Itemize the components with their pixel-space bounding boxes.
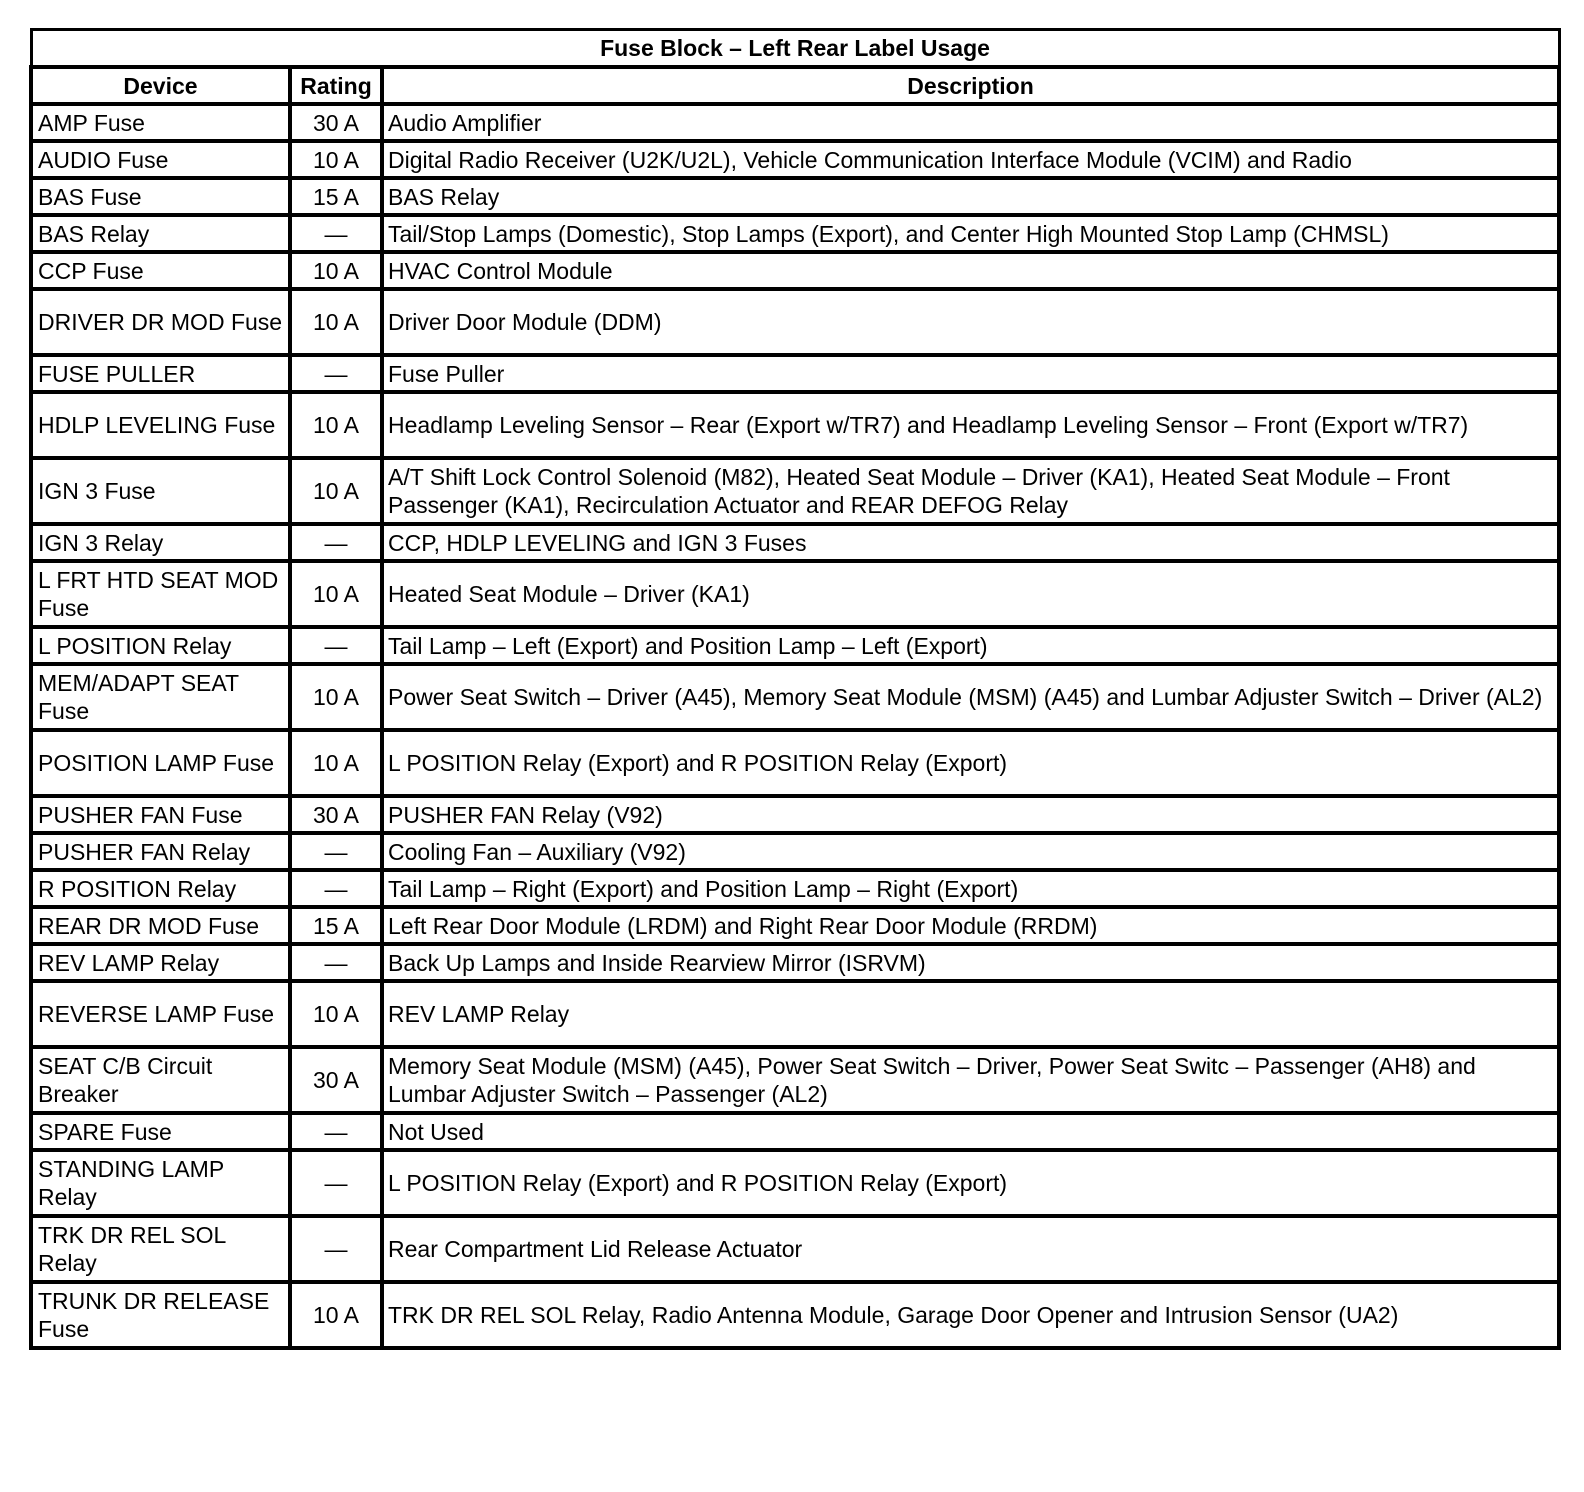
rating-cell: 15 A [290, 907, 382, 944]
device-cell: REVERSE LAMP Fuse [31, 981, 290, 1047]
device-cell: FUSE PULLER [31, 355, 290, 392]
rating-cell: — [290, 833, 382, 870]
table-row [31, 524, 1559, 561]
description-cell: Audio Amplifier [382, 104, 1559, 141]
device-cell: R POSITION Relay [31, 870, 290, 907]
description-cell: Headlamp Leveling Sensor – Rear (Export w/TR7) and Headlamp Leveling Sensor – Front (Export w/TR7) [382, 392, 1559, 458]
table-row [31, 907, 1559, 944]
rating-cell: 30 A [290, 1047, 382, 1113]
device-cell: IGN 3 Fuse [31, 458, 290, 524]
rating-cell: — [290, 1216, 382, 1282]
device-cell: CCP Fuse [31, 252, 290, 289]
header-description: Description [382, 67, 1559, 104]
device-cell: REV LAMP Relay [31, 944, 290, 981]
rating-cell: 10 A [290, 1282, 382, 1348]
device-cell: SEAT C/B Circuit Breaker [31, 1047, 290, 1113]
fuse-usage-table [29, 28, 1561, 1350]
device-cell: STANDING LAMP Relay [31, 1150, 290, 1216]
device-cell: PUSHER FAN Fuse [31, 796, 290, 833]
rating-cell: 10 A [290, 730, 382, 796]
table-row [31, 1150, 1559, 1216]
device-cell: PUSHER FAN Relay [31, 833, 290, 870]
table-row [31, 796, 1559, 833]
device-cell: HDLP LEVELING Fuse [31, 392, 290, 458]
rating-cell: — [290, 870, 382, 907]
rating-cell: — [290, 355, 382, 392]
rating-cell: — [290, 215, 382, 252]
table-row [31, 141, 1559, 178]
table-row [31, 252, 1559, 289]
table-row [31, 215, 1559, 252]
table-row [31, 355, 1559, 392]
device-cell: TRUNK DR RELEASE Fuse [31, 1282, 290, 1348]
description-cell: BAS Relay [382, 178, 1559, 215]
description-cell: REV LAMP Relay [382, 981, 1559, 1047]
table-row [31, 289, 1559, 355]
device-cell: AMP Fuse [31, 104, 290, 141]
rating-cell: 10 A [290, 141, 382, 178]
description-cell: Back Up Lamps and Inside Rearview Mirror (ISRVM) [382, 944, 1559, 981]
description-cell: Fuse Puller [382, 355, 1559, 392]
description-cell: A/T Shift Lock Control Solenoid (M82), Heated Seat Module – Driver (KA1), Heated Seat Module – Front Passenger (KA1), Recirculation Actuator and REAR DEFOG Relay [382, 458, 1559, 524]
rating-cell: 15 A [290, 178, 382, 215]
device-cell: BAS Relay [31, 215, 290, 252]
rating-cell: 30 A [290, 796, 382, 833]
device-cell: BAS Fuse [31, 178, 290, 215]
rating-cell: 10 A [290, 981, 382, 1047]
description-cell: Rear Compartment Lid Release Actuator [382, 1216, 1559, 1282]
rating-cell: 10 A [290, 458, 382, 524]
device-cell: POSITION LAMP Fuse [31, 730, 290, 796]
fuse-table-container [29, 28, 1557, 1350]
description-cell: Power Seat Switch – Driver (A45), Memory Seat Module (MSM) (A45) and Lumbar Adjuster Switch – Driver (AL2) [382, 664, 1559, 730]
table-row [31, 944, 1559, 981]
device-cell: REAR DR MOD Fuse [31, 907, 290, 944]
table-row [31, 1282, 1559, 1348]
description-cell: HVAC Control Module [382, 252, 1559, 289]
rating-cell: 10 A [290, 664, 382, 730]
description-cell: TRK DR REL SOL Relay, Radio Antenna Module, Garage Door Opener and Intrusion Sensor (UA2) [382, 1282, 1559, 1348]
table-row [31, 458, 1559, 524]
description-cell: Memory Seat Module (MSM) (A45), Power Seat Switch – Driver, Power Seat Switc – Passenger (AH8) and Lumbar Adjuster Switch – Passenger (AL2) [382, 1047, 1559, 1113]
device-cell: L POSITION Relay [31, 627, 290, 664]
description-cell: L POSITION Relay (Export) and R POSITION Relay (Export) [382, 1150, 1559, 1216]
description-cell: Heated Seat Module – Driver (KA1) [382, 561, 1559, 627]
table-row [31, 833, 1559, 870]
header-device: Device [31, 67, 290, 104]
table-row [31, 1216, 1559, 1282]
rating-cell: — [290, 1150, 382, 1216]
rating-cell: — [290, 944, 382, 981]
device-cell: TRK DR REL SOL Relay [31, 1216, 290, 1282]
device-cell: MEM/ADAPT SEAT Fuse [31, 664, 290, 730]
table-title-row [31, 30, 1559, 68]
table-row [31, 981, 1559, 1047]
rating-cell: 30 A [290, 104, 382, 141]
table-title: Fuse Block – Left Rear Label Usage [31, 30, 1559, 68]
rating-cell: — [290, 524, 382, 561]
description-cell: L POSITION Relay (Export) and R POSITION Relay (Export) [382, 730, 1559, 796]
rating-cell: 10 A [290, 392, 382, 458]
device-cell: L FRT HTD SEAT MOD Fuse [31, 561, 290, 627]
rating-cell: 10 A [290, 561, 382, 627]
table-header-row [31, 67, 1559, 104]
description-cell: Tail Lamp – Right (Export) and Position Lamp – Right (Export) [382, 870, 1559, 907]
device-cell: DRIVER DR MOD Fuse [31, 289, 290, 355]
header-rating: Rating [290, 67, 382, 104]
rating-cell: — [290, 627, 382, 664]
table-row [31, 392, 1559, 458]
description-cell: Cooling Fan – Auxiliary (V92) [382, 833, 1559, 870]
rating-cell: 10 A [290, 289, 382, 355]
device-cell: AUDIO Fuse [31, 141, 290, 178]
description-cell: Tail/Stop Lamps (Domestic), Stop Lamps (Export), and Center High Mounted Stop Lamp (CHMSL) [382, 215, 1559, 252]
description-cell: Driver Door Module (DDM) [382, 289, 1559, 355]
table-row [31, 870, 1559, 907]
description-cell: Digital Radio Receiver (U2K/U2L), Vehicle Communication Interface Module (VCIM) and Radio [382, 141, 1559, 178]
device-cell: IGN 3 Relay [31, 524, 290, 561]
table-row [31, 561, 1559, 627]
table-row [31, 1047, 1559, 1113]
device-cell: SPARE Fuse [31, 1113, 290, 1150]
table-row [31, 730, 1559, 796]
table-row [31, 178, 1559, 215]
description-cell: Tail Lamp – Left (Export) and Position Lamp – Left (Export) [382, 627, 1559, 664]
rating-cell: — [290, 1113, 382, 1150]
table-row [31, 627, 1559, 664]
table-row [31, 664, 1559, 730]
description-cell: Not Used [382, 1113, 1559, 1150]
description-cell: CCP, HDLP LEVELING and IGN 3 Fuses [382, 524, 1559, 561]
table-row [31, 104, 1559, 141]
rating-cell: 10 A [290, 252, 382, 289]
table-row [31, 1113, 1559, 1150]
description-cell: Left Rear Door Module (LRDM) and Right Rear Door Module (RRDM) [382, 907, 1559, 944]
description-cell: PUSHER FAN Relay (V92) [382, 796, 1559, 833]
